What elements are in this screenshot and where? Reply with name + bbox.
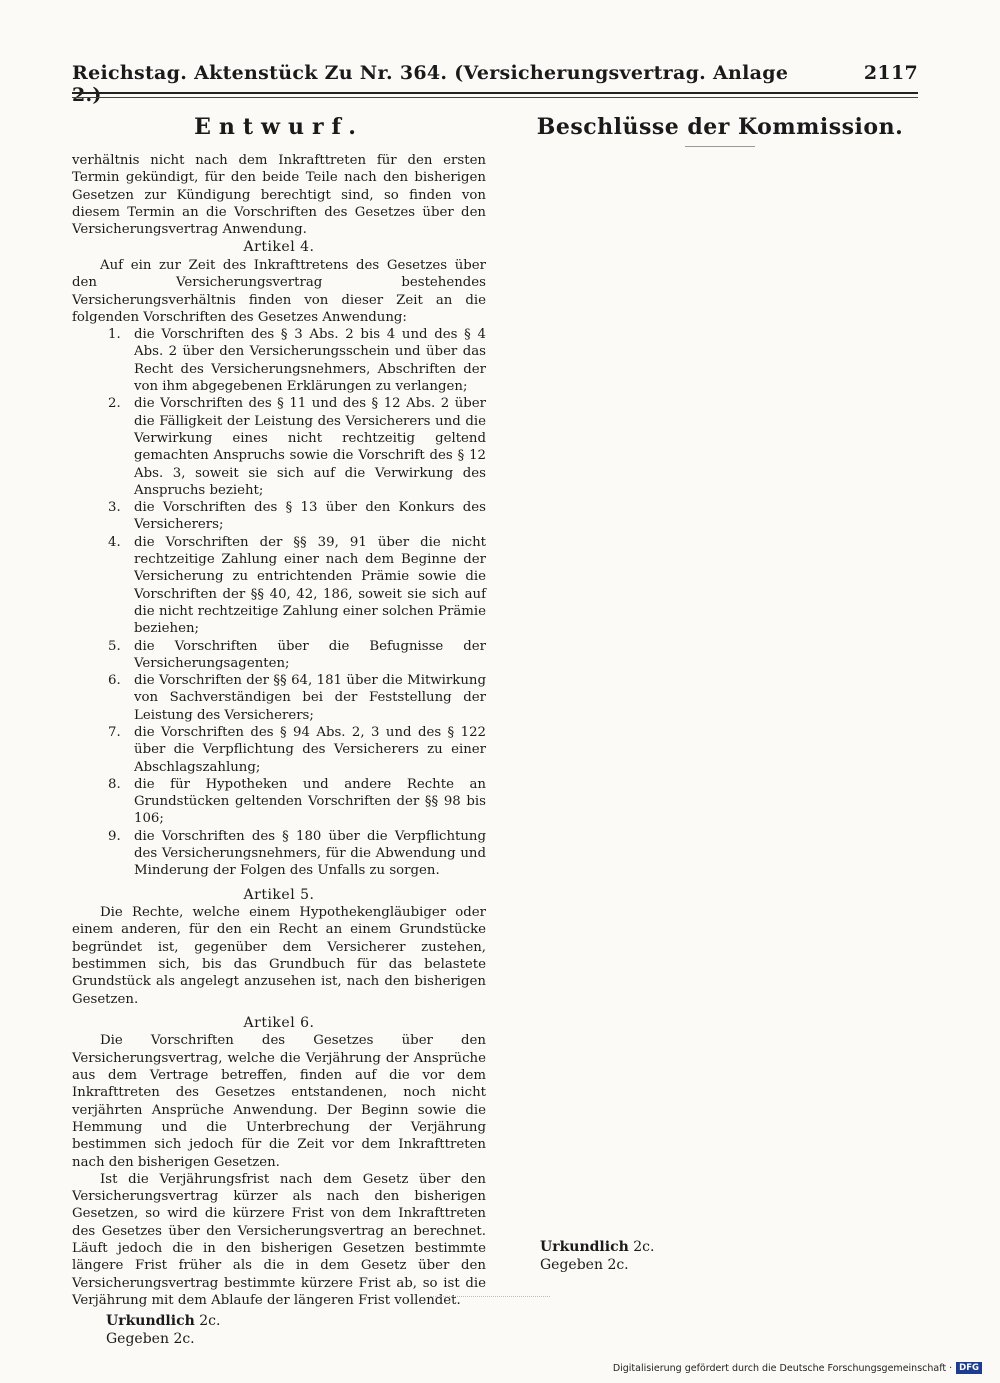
gegeben-suffix: 2c. (173, 1331, 195, 1348)
signature-line-2 (106, 1330, 486, 1348)
left-column-title: Entwurf. (194, 114, 364, 140)
article-5-text: Die Rechte, welche einem Hypothekengläubiger oder einem anderen, für den ein Recht an einem Grundstücke begründet ist, gegenüber dem Versicherer zustehen, bestimmen sich, bis das Grundbuch für das belastete Grundstück als angelegt anzusehen ist, nach den bisherigen Gesetzen. (72, 905, 486, 1007)
gegeben-label: Gegeben (540, 1257, 603, 1273)
list-item-text: die für Hypotheken und andere Rechte an Grundstücken geltenden Vorschriften der §§ 98 bis 106; (134, 776, 486, 827)
left-signature-block (72, 1312, 486, 1348)
list-item-number: 5. (108, 638, 121, 654)
list-item-text: die Vorschriften des § 3 Abs. 2 bis 4 und des § 4 Abs. 2 über den Versicherungsschein und über das Recht des Versicherungsnehmers, Abschriften der von ihm abgegebenen Erklärungen zu verlangen; (134, 327, 486, 395)
intro-paragraph: verhältnis nicht nach dem Inkrafttreten für den ersten Termin gekündigt, für den beide Teile nach den bisherigen Gesetzen zur Kündigung berechtigt sind, so finden von diesem Termin an die Vorschriften des Gesetzes über den Versicherungsvertrag Anwendung. (72, 153, 486, 238)
urkundlich-suffix: 2c. (633, 1239, 655, 1255)
list-item-number: 4. (108, 534, 121, 550)
article-4-list (72, 326, 486, 880)
right-column-title: Beschlüsse der Kommission. (536, 114, 904, 140)
list-item (72, 724, 486, 776)
title-divider (685, 146, 755, 147)
list-item (72, 672, 486, 724)
article-6-paragraph-2: Ist die Verjährungsfrist nach dem Gesetz über den Versicherungsvertrag kürzer als nach den bisherigen Gesetzen, so wird die kürzere Frist von dem Inkrafttreten des Gesetzes über den Versicherungsvertrag an berechnet. Läuft jedoch die in den bisherigen Gesetzen bestimmte längere Frist früher als die in dem Gesetz über den Versicherungsvertrag bestimmte kürzere Frist ab, so ist die Verjährung mit dem Ablaufe der längeren Frist vollendet. (72, 1171, 486, 1308)
list-item (72, 828, 486, 880)
signature-line-1 (106, 1312, 486, 1330)
signature-line-1 (540, 1238, 654, 1256)
list-item-text: die Vorschriften der §§ 64, 181 über die Mitwirkung von Sachverständigen bei der Feststellung der Leistung des Versicherers; (134, 673, 486, 723)
list-item-number: 9. (108, 828, 121, 844)
end-divider (430, 1296, 550, 1297)
left-column (72, 112, 486, 1348)
list-item-text: die Vorschriften der §§ 39, 91 über die nicht rechtzeitige Zahlung einer nach dem Beginne der Versicherung zu entrichtenden Prämie sowie die Vorschriften der §§ 40, 42, 186, soweit sie sich auf die nicht rechtzeitige Zahlung einer solchen Prämie beziehen; (134, 534, 486, 637)
list-item (72, 499, 486, 534)
right-signature-block (540, 1238, 654, 1274)
list-item (72, 638, 486, 673)
article-5-heading: Artikel 5. (243, 886, 315, 903)
signature-line-2 (540, 1256, 654, 1274)
header-rule-thick (72, 92, 918, 94)
list-item-number: 6. (108, 673, 121, 689)
list-item (72, 776, 486, 828)
article-4-intro: Auf ein zur Zeit des Inkrafttretens des Gesetzes über den Versicherungsvertrag bestehendes Versicherungsverhältnis finden von dieser Zeit an die folgenden Vorschriften des Gesetzes Anwendung: (72, 257, 486, 325)
list-item (72, 395, 486, 499)
article-6-heading: Artikel 6. (243, 1014, 315, 1031)
list-item-text: die Vorschriften des § 180 über die Verpflichtung des Versicherungsnehmers, für die Abwendung und Minderung der Folgen des Unfalls zu sorgen. (134, 828, 486, 879)
header-rule-thin (72, 97, 918, 98)
article-4-heading: Artikel 4. (243, 239, 315, 256)
list-item-text: die Vorschriften über die Befugnisse der Versicherungsagenten; (134, 638, 486, 671)
digitization-footer (613, 1362, 982, 1374)
gegeben-label: Gegeben (106, 1331, 169, 1348)
page-number: 2117 (863, 62, 918, 84)
list-item (72, 534, 486, 638)
gegeben-suffix: 2c. (607, 1257, 629, 1273)
list-item-number: 7. (108, 725, 121, 740)
urkundlich-label: Urkundlich (106, 1313, 195, 1330)
list-item-number: 3. (108, 500, 121, 516)
list-item-number: 2. (108, 396, 121, 412)
list-item-number: 1. (108, 327, 121, 343)
page-header (72, 62, 918, 106)
right-column (520, 112, 920, 147)
footer-text: Digitalisierung gefördert durch die Deutsche Forschungsgemeinschaft · (612, 1362, 953, 1374)
list-item-text: die Vorschriften des § 11 und des § 12 Abs. 2 über die Fälligkeit der Leistung des Versicherers und die Verwirkung eines nicht rechtzeitig geltend gemachten Anspruchs sowie die Vorschrift des § 12 Abs. 3, soweit sie sich auf die Verwirkung des Anspruchs bezieht; (134, 396, 486, 498)
header-title: Reichstag. Aktenstück Zu Nr. 364. (Versicherungsvertrag. Anlage 2.) (72, 62, 789, 106)
dfg-logo-icon: DFG (956, 1362, 982, 1374)
list-item-text: die Vorschriften des § 94 Abs. 2, 3 und des § 122 über die Verpflichtung des Versicherers zu einer Abschlagszahlung; (134, 725, 486, 775)
urkundlich-label: Urkundlich (540, 1239, 629, 1255)
left-column-text (72, 152, 486, 1309)
urkundlich-suffix: 2c. (199, 1313, 221, 1330)
article-6-paragraph-1: Die Vorschriften des Gesetzes über den Versicherungsvertrag, welche die Verjährung der Ansprüche aus dem Vertrage betreffen, finden auf die vor dem Inkrafttreten des Gesetzes entstandenen, noch nicht verjährten Ansprüche Anwendung. Der Beginn sowie die Hemmung und die Unterbrechung der Verjährung bestimmen sich jedoch für die Zeit vor dem Inkrafttreten nach den bisherigen Gesetzen. (72, 1033, 486, 1170)
list-item-number: 8. (108, 776, 121, 792)
list-item-text: die Vorschriften des § 13 über den Konkurs des Versicherers; (134, 500, 486, 533)
list-item (72, 326, 486, 395)
